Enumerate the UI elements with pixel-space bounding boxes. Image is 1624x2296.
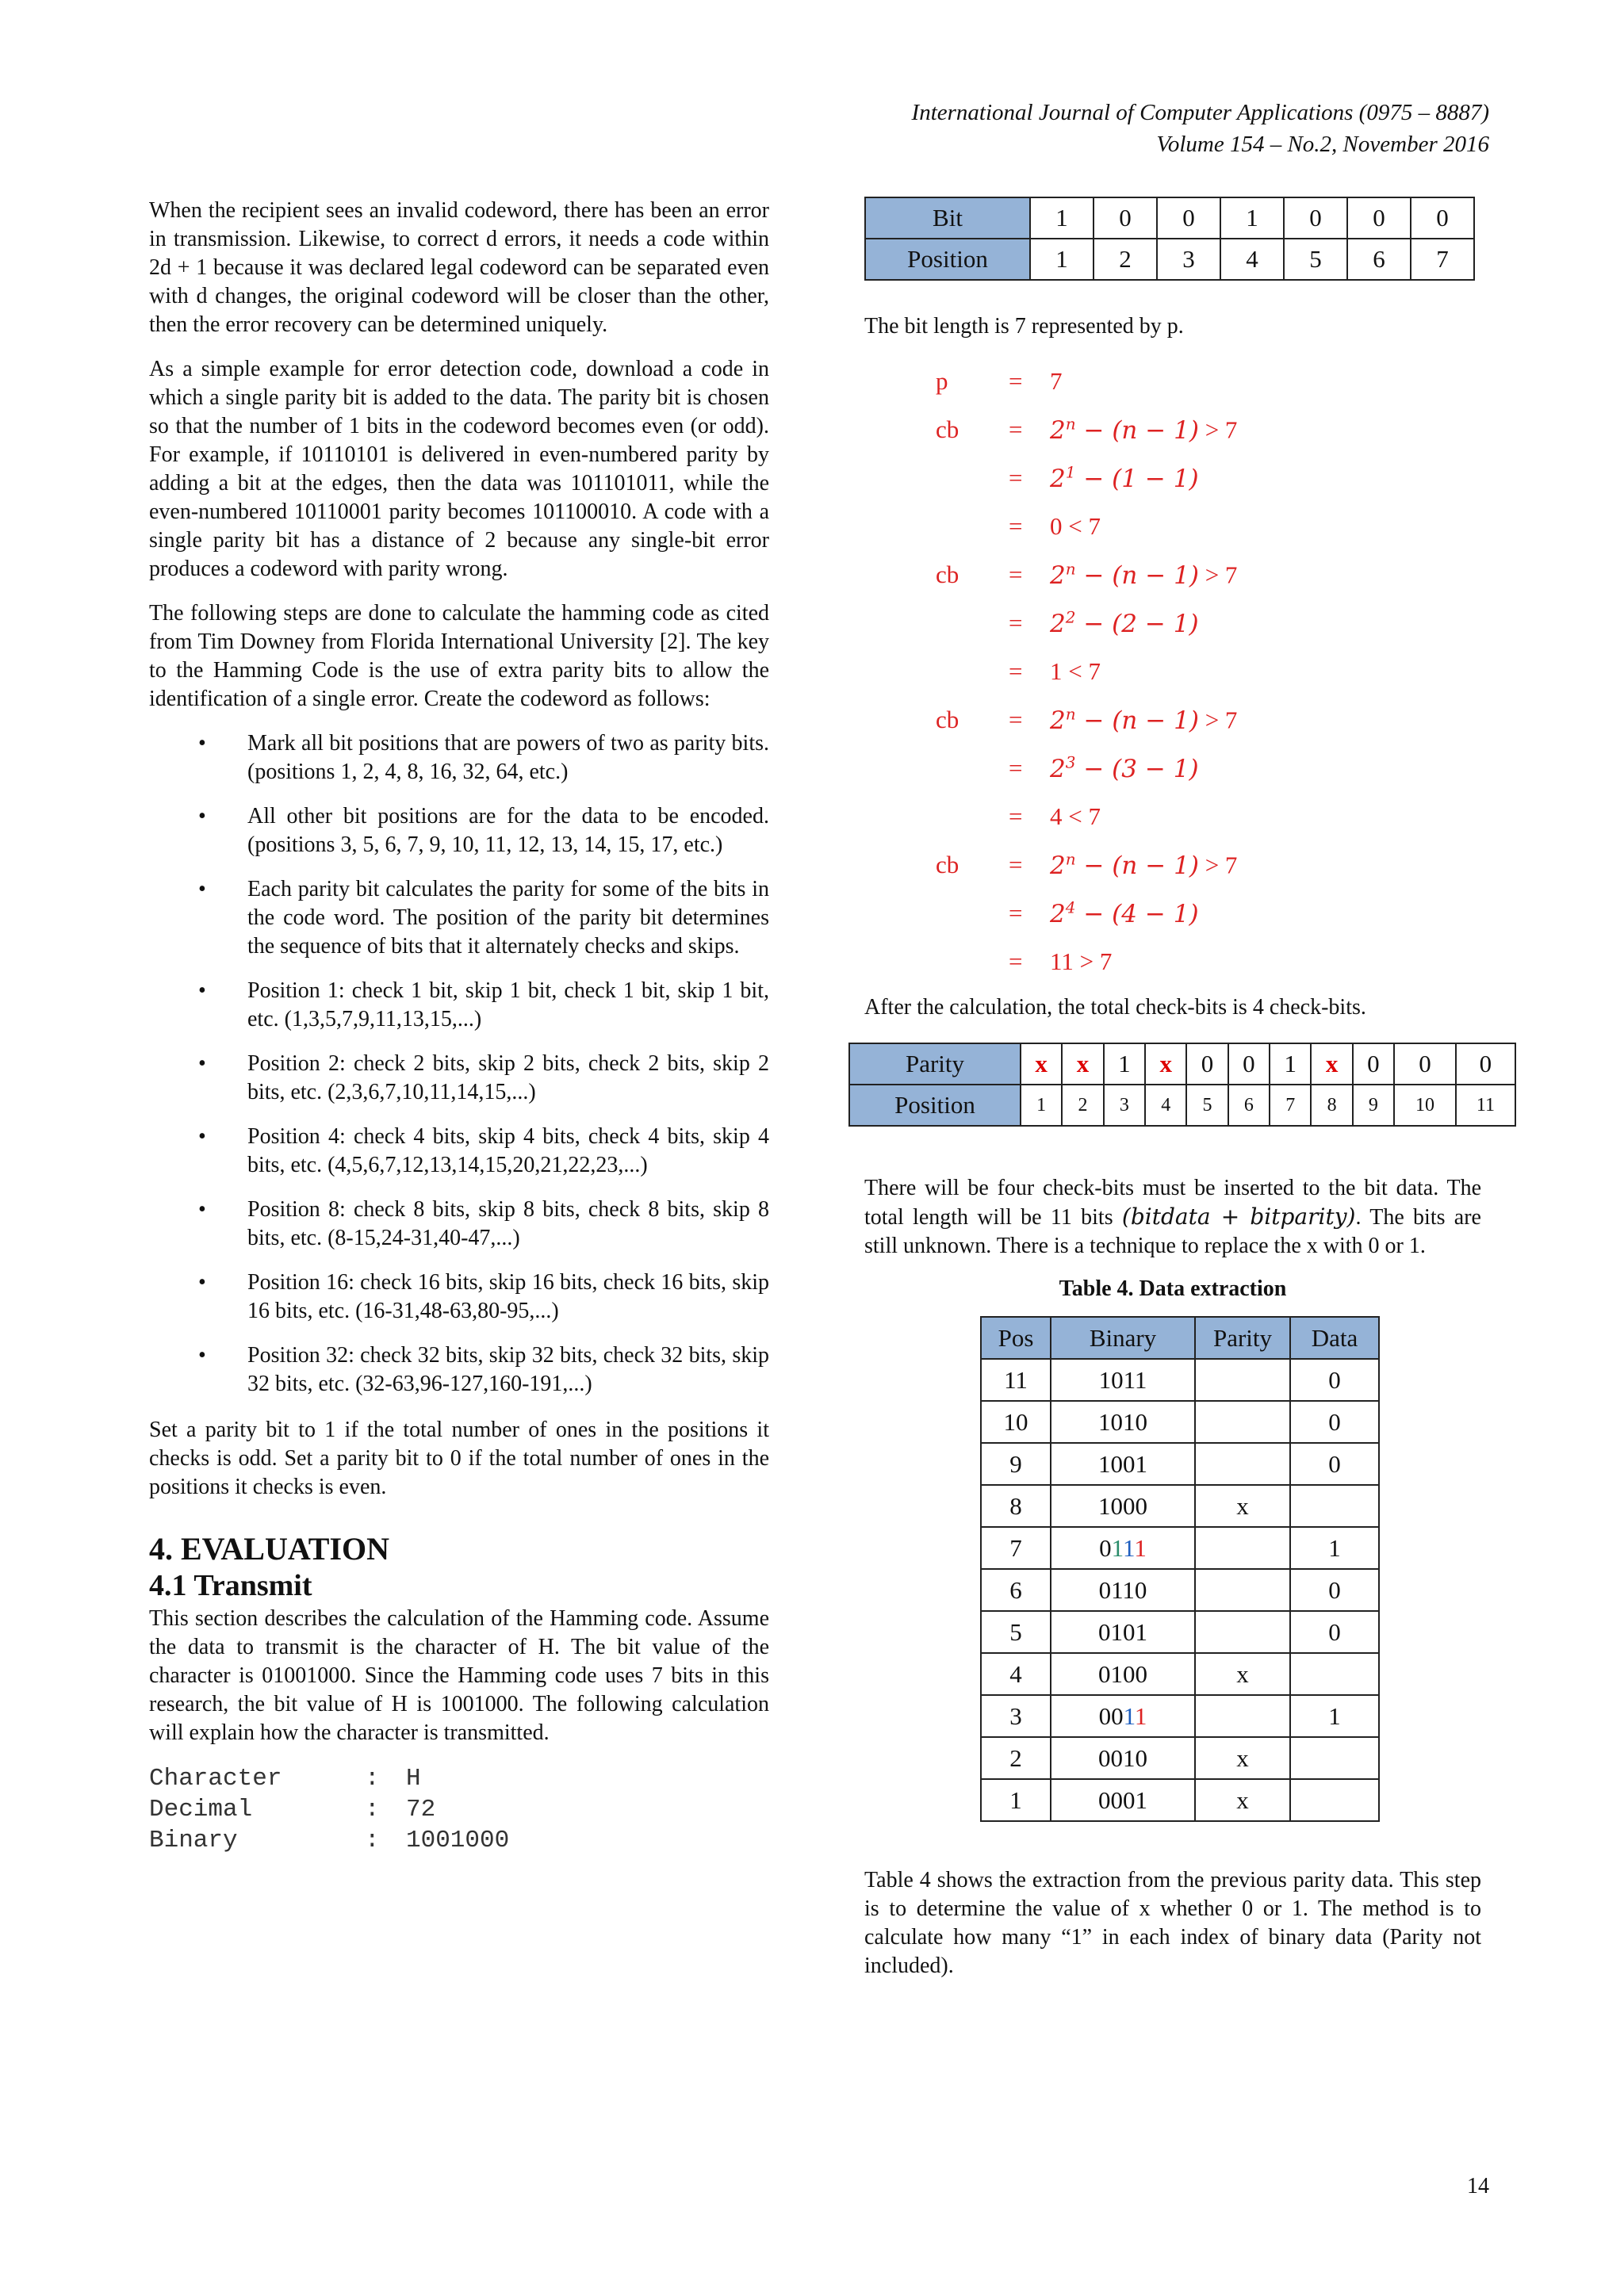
table-row [865, 239, 1474, 280]
table-cell: 3 [1104, 1085, 1145, 1126]
table-cell: 0 [1353, 1043, 1394, 1085]
table-cell: 1 [1270, 1043, 1311, 1085]
equals-sign: = [1009, 560, 1023, 588]
math-token: > 7 [1205, 706, 1238, 734]
table-cell: 5 [1284, 239, 1347, 280]
table-cell: 5 [1186, 1085, 1228, 1126]
parity-cell [1195, 1443, 1290, 1485]
equals-sign: = [1009, 415, 1023, 443]
binary-digit: 1 [1111, 1533, 1123, 1562]
equals-sign: = [1009, 705, 1023, 733]
code-line [149, 1825, 769, 1856]
math-token: − [1083, 851, 1105, 880]
math-token: 2 [1050, 899, 1066, 928]
list-item-text: Position 16: check 16 bits, skip 16 bits, check 16 bits, skip 16 bits, etc. (16-31,48-63,80-95,...) [247, 1270, 769, 1323]
table-cell: 0 [1284, 197, 1347, 239]
table-row [981, 1695, 1379, 1737]
table-cell: 2 [1062, 1085, 1103, 1126]
equals-sign: = [1009, 511, 1023, 540]
formula-substituted: $2^2 - (2 - 1)$ [1050, 607, 1199, 638]
bullet-icon: • [198, 978, 206, 1003]
table-cell: x [1311, 1043, 1352, 1085]
math-token: 7 [1050, 366, 1063, 395]
row-label: Position [849, 1085, 1021, 1126]
math-token: n [1121, 415, 1138, 445]
bullet-icon: • [198, 1270, 206, 1295]
journal-header [912, 97, 1489, 160]
formula-substituted: $2^4 - (4 - 1)$ [1050, 897, 1199, 928]
data-cell: 1 [1290, 1527, 1379, 1569]
table-row [981, 1611, 1379, 1653]
binary-cell [1051, 1695, 1195, 1737]
calc-expr [1050, 607, 1199, 637]
column-header: Binary [1051, 1317, 1195, 1359]
table-row [849, 1043, 1515, 1085]
list-item-text: Position 1: check 1 bit, skip 1 bit, check 1 bit, skip 1 bit, etc. (1,3,5,7,9,11,13,15,...) [247, 978, 769, 1031]
pos-cell: 6 [981, 1569, 1051, 1611]
table-row [981, 1737, 1379, 1779]
equals-sign: = [1009, 898, 1023, 927]
paragraph-table4-desc: Table 4 shows the extraction from the previous parity data. This step is to determine the value of x whether 0 or 1. The method is to calculate how many “1” in each index of binary data (Parity not included). [864, 1868, 1481, 1978]
binary-digit: 1 [1134, 1533, 1147, 1562]
section-heading: 4. EVALUATION [149, 1531, 390, 1567]
binary-cell: 1011 [1051, 1359, 1195, 1401]
paragraph-invalid-codeword: When the recipient sees an invalid codeword, there has been an error in transmission. Likewise, to correct d errors, it needs a code within 2d + 1 because it was declared legal codeword can be separated even with d changes, the original codeword will be closer than the other, then the error recovery can be determined uniquely. [149, 198, 769, 337]
parity-cell [1195, 1359, 1290, 1401]
calc-row [936, 937, 1481, 985]
math-token: n [1065, 559, 1076, 579]
list-item-text: Mark all bit positions that are powers of two as parity bits. (positions 1, 2, 4, 8, 16, 32, 64, etc.) [247, 731, 769, 784]
math-token: > 7 [1205, 851, 1238, 879]
list-item-text: Position 32: check 32 bits, skip 32 bits, check 32 bits, skip 32 bits, etc. (32-63,96-127,160-191,...) [247, 1343, 769, 1396]
list-item [149, 802, 769, 859]
equals-sign: = [1009, 753, 1023, 782]
binary-digit: 0 [1099, 1533, 1112, 1562]
equals-sign: = [1009, 366, 1023, 395]
code-line [149, 1794, 769, 1825]
equals-sign: = [1009, 608, 1023, 637]
math-token: > 7 [1205, 561, 1238, 589]
code-value: 72 [406, 1796, 436, 1823]
table-cell: 9 [1353, 1085, 1394, 1126]
pos-cell: 1 [981, 1779, 1051, 1821]
binary-digit: 1 [1134, 1701, 1147, 1730]
list-item-text: Each parity bit calculates the parity for some of the bits in the code word. The position of the parity bit determines the sequence of bits that it alternately checks and skips. [247, 877, 769, 959]
table-row [981, 1485, 1379, 1527]
calc-row [936, 357, 1481, 405]
list-item [149, 1269, 769, 1326]
table-cell: 0 [1157, 197, 1220, 239]
binary-digit: 00 [1098, 1701, 1124, 1730]
binary-cell: 0001 [1051, 1779, 1195, 1821]
paragraph-four-checkbits: There will be four check-bits must be inserted to the bit data. The total length will be 11 bits (bitdata + bitparity). The bits are still unknown. There is a technique to replace the x with 0 or 1. [864, 1176, 1481, 1258]
table-cell: 10 [1394, 1085, 1456, 1126]
list-item-text: Position 8: check 8 bits, skip 8 bits, check 8 bits, skip 8 bits, etc. (8-15,24-31,40-47,...) [247, 1197, 769, 1250]
table4-caption: Table 4. Data extraction [1059, 1276, 1287, 1301]
row-label: Position [865, 239, 1030, 280]
table-cell: x [1145, 1043, 1186, 1085]
calc-expr [1050, 657, 1101, 686]
code-value: 1001000 [406, 1827, 510, 1854]
table-cell: 3 [1157, 239, 1220, 280]
equals-sign: = [1009, 850, 1023, 878]
calc-expr [1050, 802, 1101, 831]
math-token: − [1144, 464, 1166, 493]
binary-cell: 1010 [1051, 1401, 1195, 1443]
code-value: H [406, 1765, 421, 1793]
pos-cell: 7 [981, 1527, 1051, 1569]
journal-title: International Journal of Computer Applications (0975 – 8887) [911, 100, 1489, 125]
binary-digit: 1 [1123, 1533, 1135, 1562]
pos-cell: 4 [981, 1653, 1051, 1695]
table-row [981, 1359, 1379, 1401]
data-extraction-table [980, 1316, 1380, 1822]
code-line [149, 1763, 769, 1794]
formula-substituted: $2^3 - (3 - 1)$ [1050, 752, 1199, 783]
pos-cell: 2 [981, 1737, 1051, 1779]
calc-var: cb [936, 705, 959, 733]
bullet-icon: • [198, 1197, 206, 1222]
journal-volume: Volume 154 – No.2, November 2016 [1156, 132, 1489, 157]
math-token: 1 [1174, 415, 1189, 445]
data-cell [1290, 1485, 1379, 1527]
bullet-icon: • [198, 804, 206, 828]
math-token: 3 [1121, 754, 1137, 783]
math-token: 1 [1173, 899, 1189, 928]
math-token: 4 < 7 [1050, 802, 1101, 830]
math-token: 2 [1050, 609, 1066, 638]
table-cell: 0 [1228, 1043, 1270, 1085]
paragraph-transmit: This section describes the calculation of the Hamming code. Assume the data to transmit is the character of H. The bit value of the character is 01001000. Since the Hamming code uses 7 bits in this research, the bit value of H is 1001000. The following calculation will explain how the character is transmitted. [149, 1606, 769, 1745]
table-cell: 4 [1220, 239, 1284, 280]
table-cell: 1 [1030, 197, 1094, 239]
math-token: 1 [1173, 754, 1189, 783]
left-column [149, 197, 769, 1856]
data-cell: 0 [1290, 1443, 1379, 1485]
math-token: 2 [1050, 561, 1066, 590]
table-row [981, 1401, 1379, 1443]
parity-cell [1195, 1569, 1290, 1611]
pos-cell: 3 [981, 1695, 1051, 1737]
bullet-list [149, 729, 769, 1399]
code-block [149, 1763, 769, 1856]
table-row [981, 1653, 1379, 1695]
calc-row [936, 840, 1481, 889]
table-cell: 1 [1104, 1043, 1145, 1085]
table-cell: 0 [1094, 197, 1157, 239]
math-token: 1 < 7 [1050, 656, 1101, 685]
equals-sign: = [1009, 802, 1023, 830]
calc-expr [1050, 849, 1237, 879]
table-row [981, 1779, 1379, 1821]
calc-row [936, 599, 1481, 647]
math-token: − [1145, 561, 1166, 590]
table-cell: 1 [1220, 197, 1284, 239]
table-cell: x [1021, 1043, 1062, 1085]
math-token: − [1083, 899, 1105, 928]
table-cell: 0 [1347, 197, 1411, 239]
paragraph-after-calc: After the calculation, the total check-bits is 4 check-bits. [864, 995, 1366, 1020]
parity-cell [1195, 1527, 1290, 1569]
table-cell: x [1062, 1043, 1103, 1085]
table-cell: 11 [1456, 1085, 1515, 1126]
table-cell: 0 [1411, 197, 1474, 239]
table-row [981, 1569, 1379, 1611]
calc-var: cb [936, 560, 959, 588]
math-token: n [1065, 849, 1076, 869]
calc-var: cb [936, 415, 959, 443]
column-header: Data [1290, 1317, 1379, 1359]
math-token: 2 [1050, 851, 1066, 880]
row-label: Parity [849, 1043, 1021, 1085]
table-row [865, 197, 1474, 239]
list-item-text: Position 4: check 4 bits, skip 4 bits, check 4 bits, skip 4 bits, etc. (4,5,6,7,12,13,14,15,20,21,22,23,...) [247, 1124, 769, 1177]
calc-expr [1050, 462, 1199, 492]
math-token: 1 [1174, 851, 1189, 880]
parity-cell: x [1195, 1779, 1290, 1821]
bullet-icon: • [198, 1051, 206, 1076]
check-bit-calculation [936, 357, 1481, 985]
formula: 2$^n$ − (n − 1) [1050, 559, 1199, 590]
math-token: − [1144, 899, 1166, 928]
math-token: − [1083, 609, 1105, 638]
calc-row [936, 889, 1481, 937]
binary-cell: 0110 [1051, 1569, 1195, 1611]
pos-cell: 11 [981, 1359, 1051, 1401]
binary-cell: 0101 [1051, 1611, 1195, 1653]
list-item [149, 1341, 769, 1399]
math-token: 1 [1065, 462, 1076, 482]
table-cell: 7 [1411, 239, 1474, 280]
table-row [981, 1443, 1379, 1485]
parity-cell: x [1195, 1653, 1290, 1695]
paragraph-hamming-steps: The following steps are done to calculate the hamming code as cited from Tim Downey from Florida International University [2]. The key to the Hamming Code is the use of extra parity bits to allow the identification of a single error. Create the codeword as follows: [149, 601, 769, 711]
math-token: − [1083, 706, 1105, 735]
pos-cell: 10 [981, 1401, 1051, 1443]
math-token: 4 [1065, 897, 1076, 917]
math-token: 1 [1121, 464, 1137, 493]
data-cell [1290, 1779, 1379, 1821]
binary-cell: 1001 [1051, 1443, 1195, 1485]
formula: 2$^n$ − (n − 1) [1050, 704, 1199, 735]
table-cell: 6 [1347, 239, 1411, 280]
math-token: n [1121, 851, 1138, 880]
bullet-icon: • [198, 1343, 206, 1368]
bullet-icon: • [198, 877, 206, 901]
formula-substituted: $2^1 - (1 - 1)$ [1050, 462, 1199, 493]
table-cell: 7 [1270, 1085, 1311, 1126]
data-cell [1290, 1737, 1379, 1779]
list-item [149, 1050, 769, 1107]
table-row [849, 1085, 1515, 1126]
list-item-text: Position 2: check 2 bits, skip 2 bits, check 2 bits, skip 2 bits, etc. (2,3,6,7,10,11,14,15,...) [247, 1051, 769, 1104]
table-cell: 0 [1456, 1043, 1515, 1085]
math-token: − [1083, 415, 1105, 445]
math-token: n [1121, 706, 1138, 735]
math-token: n [1065, 704, 1076, 724]
list-item [149, 1196, 769, 1253]
pos-cell: 9 [981, 1443, 1051, 1485]
paragraph-set-parity: Set a parity bit to 1 if the total number of ones in the positions it checks is odd. Set a parity bit to 0 if the total number of ones in the positions it checks is even. [149, 1418, 769, 1499]
math-token: 1 [1173, 464, 1189, 493]
equals-sign: = [1009, 463, 1023, 492]
table-cell: 0 [1394, 1043, 1456, 1085]
parity-position-table [848, 1043, 1516, 1127]
binary-cell: 0010 [1051, 1737, 1195, 1779]
calc-var: p [936, 366, 948, 395]
table-cell: 6 [1228, 1085, 1270, 1126]
binary-cell [1051, 1527, 1195, 1569]
data-cell: 0 [1290, 1611, 1379, 1653]
data-cell: 1 [1290, 1695, 1379, 1737]
list-item-text: All other bit positions are for the data to be encoded. (positions 3, 5, 6, 7, 9, 10, 11, 12, 13, 14, 15, 17, etc.) [247, 804, 769, 857]
table-cell: 1 [1030, 239, 1094, 280]
list-item [149, 977, 769, 1034]
subsection-heading: 4.1 Transmit [149, 1569, 312, 1602]
calc-expr [1050, 414, 1237, 444]
calc-row [936, 695, 1481, 744]
column-header: Parity [1195, 1317, 1290, 1359]
math-token: 1 [1174, 706, 1189, 735]
bullet-icon: • [198, 731, 206, 756]
math-token: 2 [1121, 609, 1137, 638]
math-token: − [1145, 851, 1166, 880]
right-column [864, 197, 1495, 1996]
table-cell: 2 [1094, 239, 1157, 280]
math-token: n [1065, 414, 1076, 434]
code-key: Binary [149, 1827, 238, 1854]
code-sep: : [365, 1765, 380, 1793]
table-cell: 0 [1186, 1043, 1228, 1085]
table-cell: 4 [1145, 1085, 1186, 1126]
math-token: 0 < 7 [1050, 511, 1101, 540]
parity-cell [1195, 1401, 1290, 1443]
code-key: Character [149, 1765, 282, 1793]
data-cell: 0 [1290, 1569, 1379, 1611]
parity-cell: x [1195, 1737, 1290, 1779]
table-cell: 8 [1311, 1085, 1352, 1126]
parity-cell [1195, 1611, 1290, 1653]
row-label: Bit [865, 197, 1030, 239]
math-token: 2 [1050, 415, 1066, 445]
calc-expr [1050, 559, 1237, 589]
calc-row [936, 405, 1481, 453]
calc-row [936, 647, 1481, 695]
math-token: 2 [1050, 754, 1066, 783]
parity-cell: x [1195, 1485, 1290, 1527]
calc-expr [1050, 947, 1112, 976]
math-token: − [1083, 561, 1105, 590]
pos-cell: 8 [981, 1485, 1051, 1527]
code-sep: : [365, 1796, 380, 1823]
math-token: 1 [1173, 609, 1189, 638]
table-header-row [981, 1317, 1379, 1359]
math-token: 2 [1065, 607, 1076, 627]
binary-digit: 1 [1123, 1701, 1135, 1730]
list-item [149, 1123, 769, 1180]
calc-var: cb [936, 850, 959, 878]
calc-expr [1050, 897, 1199, 928]
equals-sign: = [1009, 947, 1023, 975]
math-token: 1 [1174, 561, 1189, 590]
list-item [149, 875, 769, 961]
equals-sign: = [1009, 656, 1023, 685]
calc-row [936, 744, 1481, 792]
data-cell: 0 [1290, 1401, 1379, 1443]
paragraph-bit-length: The bit length is 7 represented by p. [864, 314, 1184, 339]
math-token: − [1145, 415, 1166, 445]
math-token: 11 > 7 [1050, 947, 1113, 975]
calc-expr [1050, 512, 1101, 541]
list-item [149, 729, 769, 786]
math-token: n [1121, 561, 1138, 590]
calc-row [936, 453, 1481, 502]
math-token: 2 [1050, 464, 1066, 493]
math-token: > 7 [1205, 415, 1238, 444]
formula: 2$^n$ − (n − 1) [1050, 849, 1199, 880]
math-token: − [1083, 754, 1105, 783]
math-token: − [1144, 609, 1166, 638]
calc-expr [1050, 704, 1237, 734]
calc-expr [1050, 367, 1063, 396]
binary-cell: 0100 [1051, 1653, 1195, 1695]
formula: 2$^n$ − (n − 1) [1050, 414, 1199, 445]
bit-position-table [864, 197, 1475, 281]
calc-row [936, 792, 1481, 840]
code-key: Decimal [149, 1796, 253, 1823]
math-token: 2 [1050, 706, 1066, 735]
page-number: 14 [1467, 2174, 1489, 2198]
bullet-icon: • [198, 1124, 206, 1149]
column-header: Pos [981, 1317, 1051, 1359]
parity-cell [1195, 1695, 1290, 1737]
math-token: 4 [1121, 899, 1137, 928]
math-token: − [1083, 464, 1105, 493]
calc-row [936, 550, 1481, 599]
math-token: − [1145, 706, 1166, 735]
table-row [981, 1527, 1379, 1569]
calc-row [936, 502, 1481, 550]
math-token: − [1144, 754, 1166, 783]
calc-expr [1050, 752, 1199, 783]
binary-cell: 1000 [1051, 1485, 1195, 1527]
data-cell [1290, 1653, 1379, 1695]
pos-cell: 5 [981, 1611, 1051, 1653]
data-cell: 0 [1290, 1359, 1379, 1401]
paragraph-parity-example: As a simple example for error detection code, download a code in which a single parity bit is added to the data. The parity bit is chosen so that the number of 1 bits in the codeword becomes even (or odd). For example, if 10110101 is delivered in even-numbered parity by adding a bit at the edges, then the data was 101101011, while the even-numbered 10110001 parity becomes 101100010. A code with a single parity bit has a distance of 2 because any single-bit error produces a codeword with parity wrong. [149, 357, 769, 581]
math-token: 3 [1065, 752, 1076, 772]
code-sep: : [365, 1827, 380, 1854]
table-cell: 1 [1021, 1085, 1062, 1126]
